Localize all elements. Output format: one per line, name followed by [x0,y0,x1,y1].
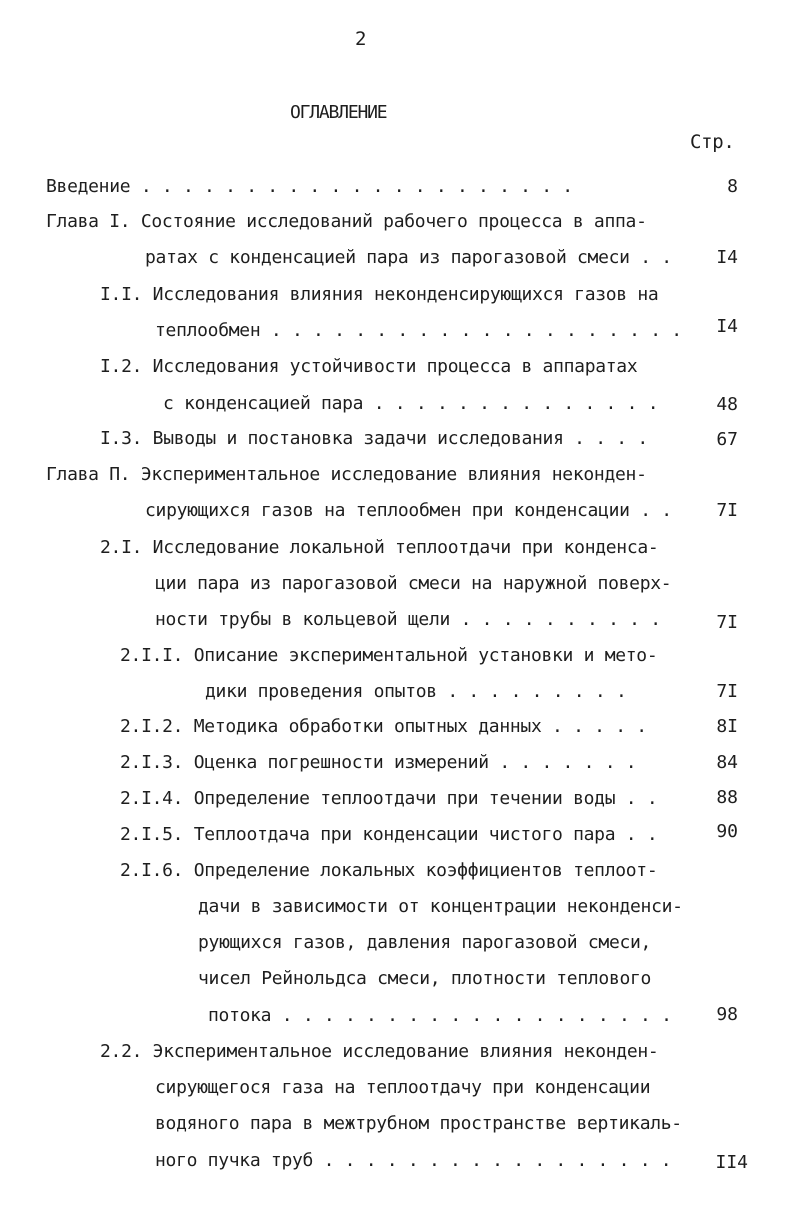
toc-line-2-1-6: 2.I.6. Определение локальных коэффициентов теплоот- [120,860,658,881]
toc-line-2-1-5: 2.I.5. Теплоотдача при конденсации чистого пара . . [120,824,658,845]
toc-line-1-3: I.3. Выводы и постановка задачи исследования . . . . [100,428,648,449]
toc-line-1-2: I.2. Исследования устойчивости процесса в аппаратах [100,356,638,377]
toc-page-chapter-2: 7I [716,500,738,521]
toc-line-2-1-3: 2.I.3. Оценка погрешности измерений . . . . . . . [120,752,637,773]
toc-page-1-2: 48 [716,394,738,415]
toc-line-2-1-6-cont2: рующихся газов, давления парогазовой смеси, [198,932,652,953]
toc-page-1-1: I4 [716,316,738,337]
toc-line-chapter-2-cont: сирующихся газов на теплообмен при конденсации . . [145,500,672,521]
toc-line-2-1-4: 2.I.4. Определение теплоотдачи при течении воды . . [120,788,658,809]
toc-line-1-2-cont: с конденсацией пара . . . . . . . . . . . . . . [163,393,659,414]
toc-line-2-1-6-cont3: чисел Рейнольдса смеси, плотности теплового [198,968,652,989]
toc-page-chapter-1: I4 [716,247,738,268]
page-column-label: Стр. [690,131,735,153]
toc-line-2-2-cont1: сирующегося газа на теплоотдачу при конденсации [155,1077,651,1098]
toc-page-2-1-2: 8I [716,716,738,737]
toc-line-chapter-1: Глава I. Состояние исследований рабочего процесса в аппа- [46,211,647,232]
toc-line-2-1-cont2: ности трубы в кольцевой щели . . . . . . . . . . [155,609,661,630]
toc-page-intro: 8 [727,176,738,197]
toc-line-2-1-6-cont1: дачи в зависимости от концентрации неконденси- [198,896,683,917]
toc-page-2-1-1: 7I [716,681,738,702]
toc-page-1-3: 67 [716,429,738,450]
toc-line-1-1: I.I. Исследования влияния неконденсирующихся газов на [100,284,659,305]
toc-line-2-1-cont1: ции пара из парогазовой смеси на наружной поверх- [155,573,672,594]
toc-page-2-1-6: 98 [716,1004,738,1025]
toc-line-1-1-cont: теплообмен . . . . . . . . . . . . . . . . . . . . [155,320,682,341]
toc-page-2-1-3: 84 [716,752,738,773]
toc-line-2-2-cont2: водяного пара в межтрубном пространстве вертикаль- [155,1113,682,1134]
toc-line-2-1: 2.I. Исследование локальной теплоотдачи при конденса- [100,537,659,558]
toc-page-2-1: 7I [716,612,738,633]
toc-line-2-2-cont3: ного пучка труб . . . . . . . . . . . . . . . . . [155,1150,672,1171]
toc-line-2-1-6-cont4: потока . . . . . . . . . . . . . . . . . . . [208,1005,672,1026]
toc-title: ОГЛАВЛЕНИЕ [290,102,387,123]
toc-page-2-1-4: 88 [716,787,738,808]
toc-line-chapter-2: Глава П. Экспериментальное исследование влияния неконден- [46,464,647,485]
toc-line-chapter-1-cont: ратах с конденсацией пара из парогазовой смеси . . [145,247,672,268]
toc-line-intro: Введение . . . . . . . . . . . . . . . . . . . . . [46,176,573,197]
toc-line-2-1-2: 2.I.2. Методика обработки опытных данных . . . . . [120,716,647,737]
toc-line-2-1-1: 2.I.I. Описание экспериментальной установки и мето- [120,645,658,666]
toc-page-2-2: II4 [715,1152,748,1173]
toc-page-2-1-5: 90 [716,821,738,842]
toc-line-2-1-1-cont: дики проведения опытов . . . . . . . . . [205,681,627,702]
page-number: 2 [355,28,367,50]
toc-line-2-2: 2.2. Экспериментальное исследование влияния неконден- [100,1041,659,1062]
